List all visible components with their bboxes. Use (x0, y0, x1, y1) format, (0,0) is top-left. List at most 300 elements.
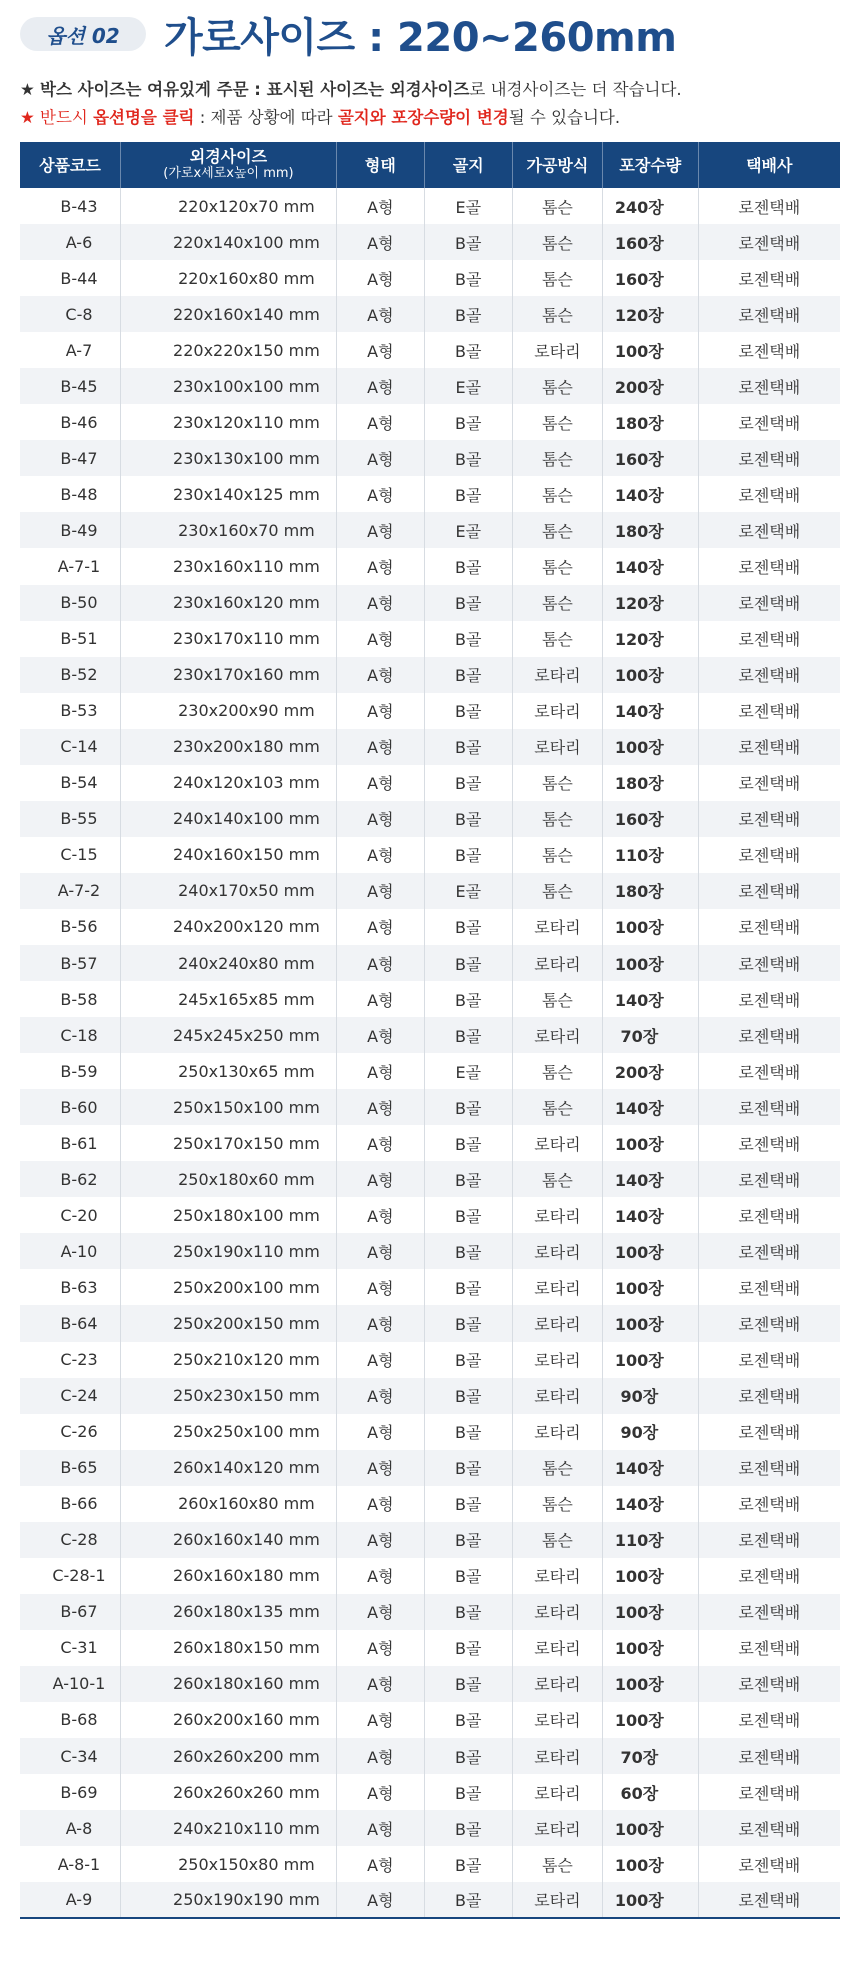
header-process: 가공방식 (512, 142, 602, 188)
cell-process: 톰슨 (512, 873, 602, 909)
cell-product-code: B-48 (20, 476, 120, 512)
cell-product-code: B-67 (20, 1594, 120, 1630)
note-2-part2: 옵션명을 클릭 (93, 108, 195, 127)
cell-product-code: B-46 (20, 404, 120, 440)
table-row[interactable] (20, 188, 840, 224)
note-2-part5: 될 수 있습니다. (508, 108, 621, 127)
cell-product-code: B-62 (20, 1161, 120, 1197)
cell-outer-size: 250x150x100 mm (120, 1089, 336, 1125)
cell-box-type: A형 (336, 1414, 424, 1450)
cell-courier: 로젠택배 (698, 1486, 840, 1522)
cell-product-code: C-8 (20, 296, 120, 332)
cell-courier: 로젠택배 (698, 729, 840, 765)
cell-flute: B골 (424, 1738, 512, 1774)
cell-box-type: A형 (336, 332, 424, 368)
cell-flute: B골 (424, 945, 512, 981)
cell-box-type: A형 (336, 1774, 424, 1810)
cell-courier: 로젠택배 (698, 260, 840, 296)
table-row[interactable] (20, 296, 840, 332)
cell-process: 톰슨 (512, 404, 602, 440)
table-row[interactable] (20, 1017, 840, 1053)
cell-box-type: A형 (336, 621, 424, 657)
cell-product-code: C-20 (20, 1197, 120, 1233)
cell-box-type: A형 (336, 1486, 424, 1522)
cell-courier: 로젠택배 (698, 1846, 840, 1882)
table-body (20, 188, 840, 1918)
cell-outer-size: 260x160x80 mm (120, 1486, 336, 1522)
table-row[interactable] (20, 1738, 840, 1774)
cell-product-code: B-47 (20, 440, 120, 476)
cell-process: 로타리 (512, 1810, 602, 1846)
cell-outer-size: 250x200x150 mm (120, 1305, 336, 1341)
cell-box-type: A형 (336, 296, 424, 332)
table-row[interactable] (20, 1414, 840, 1450)
cell-outer-size: 230x170x160 mm (120, 657, 336, 693)
cell-box-type: A형 (336, 368, 424, 404)
cell-courier: 로젠택배 (698, 1414, 840, 1450)
cell-pack-qty: 120장 (603, 621, 698, 657)
cell-courier: 로젠택배 (698, 1378, 840, 1414)
cell-outer-size: 230x140x125 mm (120, 476, 336, 512)
cell-pack-qty: 100장 (603, 332, 698, 368)
table-row[interactable] (20, 1053, 840, 1089)
cell-box-type: A형 (336, 404, 424, 440)
cell-courier: 로젠택배 (698, 1053, 840, 1089)
table-row[interactable] (20, 1233, 840, 1269)
cell-pack-qty: 200장 (603, 1053, 698, 1089)
header-qty: 포장수량 (603, 142, 698, 188)
cell-courier: 로젠택배 (698, 1305, 840, 1341)
cell-courier: 로젠택배 (698, 693, 840, 729)
cell-flute: B골 (424, 1486, 512, 1522)
cell-outer-size: 230x200x90 mm (120, 693, 336, 729)
cell-pack-qty: 100장 (603, 1305, 698, 1341)
page-title: 가로사이즈 : 220~260mm (164, 14, 677, 61)
cell-outer-size: 260x260x200 mm (120, 1738, 336, 1774)
cell-process: 톰슨 (512, 440, 602, 476)
table-row[interactable] (20, 1305, 840, 1341)
cell-process: 톰슨 (512, 765, 602, 801)
cell-outer-size: 260x180x160 mm (120, 1666, 336, 1702)
cell-product-code: A-10 (20, 1233, 120, 1269)
cell-pack-qty: 100장 (603, 729, 698, 765)
table-row[interactable] (20, 404, 840, 440)
cell-outer-size: 245x245x250 mm (120, 1017, 336, 1053)
cell-flute: B골 (424, 693, 512, 729)
cell-product-code: C-28 (20, 1522, 120, 1558)
table-row[interactable] (20, 621, 840, 657)
cell-box-type: A형 (336, 693, 424, 729)
cell-flute: B골 (424, 1594, 512, 1630)
cell-outer-size: 250x130x65 mm (120, 1053, 336, 1089)
cell-outer-size: 230x130x100 mm (120, 440, 336, 476)
cell-courier: 로젠택배 (698, 981, 840, 1017)
cell-outer-size: 220x140x100 mm (120, 224, 336, 260)
table-row[interactable] (20, 1269, 840, 1305)
cell-flute: B골 (424, 1774, 512, 1810)
cell-courier: 로젠택배 (698, 1450, 840, 1486)
cell-flute: B골 (424, 1342, 512, 1378)
cell-outer-size: 250x190x190 mm (120, 1882, 336, 1918)
header-type: 형태 (336, 142, 424, 188)
cell-courier: 로젠택배 (698, 1774, 840, 1810)
cell-flute: B골 (424, 1089, 512, 1125)
cell-outer-size: 260x160x140 mm (120, 1522, 336, 1558)
cell-process: 로타리 (512, 945, 602, 981)
cell-product-code: C-26 (20, 1414, 120, 1450)
table-row[interactable] (20, 1846, 840, 1882)
cell-outer-size: 260x200x160 mm (120, 1702, 336, 1738)
cell-flute: E골 (424, 873, 512, 909)
table-row[interactable] (20, 945, 840, 981)
cell-process: 로타리 (512, 1233, 602, 1269)
cell-outer-size: 250x200x100 mm (120, 1269, 336, 1305)
cell-process: 톰슨 (512, 512, 602, 548)
note-1-part1: 박스 사이즈는 여유있게 주문 : 표시된 사이즈는 (40, 80, 390, 99)
table-header-row (20, 142, 840, 188)
cell-product-code: C-14 (20, 729, 120, 765)
cell-courier: 로젠택배 (698, 621, 840, 657)
cell-flute: B골 (424, 981, 512, 1017)
cell-product-code: B-63 (20, 1269, 120, 1305)
cell-flute: B골 (424, 1269, 512, 1305)
table-row[interactable] (20, 1882, 840, 1918)
cell-outer-size: 250x180x60 mm (120, 1161, 336, 1197)
cell-flute: B골 (424, 1197, 512, 1233)
cell-box-type: A형 (336, 981, 424, 1017)
table-row[interactable] (20, 1810, 840, 1846)
cell-box-type: A형 (336, 945, 424, 981)
cell-outer-size: 230x160x120 mm (120, 585, 336, 621)
table-row[interactable] (20, 548, 840, 584)
cell-pack-qty: 100장 (603, 1666, 698, 1702)
cell-pack-qty: 100장 (603, 1882, 698, 1918)
cell-courier: 로젠택배 (698, 1017, 840, 1053)
cell-outer-size: 250x250x100 mm (120, 1414, 336, 1450)
cell-pack-qty: 100장 (603, 1846, 698, 1882)
cell-courier: 로젠택배 (698, 1233, 840, 1269)
cell-courier: 로젠택배 (698, 1666, 840, 1702)
cell-product-code: A-8-1 (20, 1846, 120, 1882)
cell-process: 로타리 (512, 1594, 602, 1630)
cell-product-code: A-7-1 (20, 548, 120, 584)
table-row[interactable] (20, 837, 840, 873)
table-row[interactable] (20, 224, 840, 260)
table-row[interactable] (20, 1197, 840, 1233)
cell-box-type: A형 (336, 1630, 424, 1666)
cell-process: 로타리 (512, 1197, 602, 1233)
note-2-part3: : 제품 상황에 따라 (194, 108, 338, 127)
cell-process: 로타리 (512, 1378, 602, 1414)
cell-product-code: B-58 (20, 981, 120, 1017)
star-icon: ★ (20, 80, 35, 99)
cell-flute: B골 (424, 1414, 512, 1450)
cell-courier: 로젠택배 (698, 1342, 840, 1378)
cell-courier: 로젠택배 (698, 1702, 840, 1738)
cell-product-code: B-65 (20, 1450, 120, 1486)
cell-pack-qty: 180장 (603, 765, 698, 801)
cell-process: 로타리 (512, 332, 602, 368)
cell-product-code: A-6 (20, 224, 120, 260)
cell-pack-qty: 160장 (603, 440, 698, 476)
cell-outer-size: 230x200x180 mm (120, 729, 336, 765)
cell-courier: 로젠택배 (698, 296, 840, 332)
cell-courier: 로젠택배 (698, 1089, 840, 1125)
cell-courier: 로젠택배 (698, 1594, 840, 1630)
note-2-part4: 골지와 포장수량이 변경 (337, 108, 509, 127)
cell-outer-size: 230x120x110 mm (120, 404, 336, 440)
cell-process: 톰슨 (512, 548, 602, 584)
table-row[interactable] (20, 873, 840, 909)
cell-process: 톰슨 (512, 224, 602, 260)
option-badge: 옵션 02 (20, 17, 146, 51)
table-row[interactable] (20, 1522, 840, 1558)
cell-product-code: B-45 (20, 368, 120, 404)
table-row[interactable] (20, 1342, 840, 1378)
cell-courier: 로젠택배 (698, 1558, 840, 1594)
table-row[interactable] (20, 1558, 840, 1594)
cell-box-type: A형 (336, 512, 424, 548)
table-row[interactable] (20, 1450, 840, 1486)
cell-box-type: A형 (336, 1089, 424, 1125)
cell-pack-qty: 100장 (603, 1630, 698, 1666)
cell-box-type: A형 (336, 1053, 424, 1089)
table-row[interactable] (20, 981, 840, 1017)
cell-product-code: B-61 (20, 1125, 120, 1161)
cell-outer-size: 245x165x85 mm (120, 981, 336, 1017)
cell-process: 톰슨 (512, 368, 602, 404)
table-row[interactable] (20, 1774, 840, 1810)
cell-product-code: B-68 (20, 1702, 120, 1738)
cell-courier: 로젠택배 (698, 1197, 840, 1233)
cell-pack-qty: 160장 (603, 801, 698, 837)
cell-outer-size: 220x160x140 mm (120, 296, 336, 332)
table-row[interactable] (20, 693, 840, 729)
cell-courier: 로젠택배 (698, 1522, 840, 1558)
cell-pack-qty: 100장 (603, 909, 698, 945)
cell-flute: B골 (424, 404, 512, 440)
cell-process: 로타리 (512, 1342, 602, 1378)
cell-flute: B골 (424, 1882, 512, 1918)
header-courier: 택배사 (698, 142, 840, 188)
cell-flute: B골 (424, 1125, 512, 1161)
cell-product-code: B-52 (20, 657, 120, 693)
cell-outer-size: 240x240x80 mm (120, 945, 336, 981)
table-row[interactable] (20, 476, 840, 512)
cell-courier: 로젠택배 (698, 1810, 840, 1846)
table-row[interactable] (20, 1125, 840, 1161)
table-row[interactable] (20, 1486, 840, 1522)
cell-box-type: A형 (336, 1846, 424, 1882)
cell-product-code: A-7-2 (20, 873, 120, 909)
cell-flute: B골 (424, 1558, 512, 1594)
cell-product-code: C-15 (20, 837, 120, 873)
cell-process: 톰슨 (512, 1161, 602, 1197)
cell-flute: B골 (424, 1017, 512, 1053)
cell-box-type: A형 (336, 837, 424, 873)
cell-courier: 로젠택배 (698, 657, 840, 693)
cell-process: 톰슨 (512, 1089, 602, 1125)
cell-box-type: A형 (336, 1666, 424, 1702)
table-row[interactable] (20, 368, 840, 404)
table-row[interactable] (20, 440, 840, 476)
cell-pack-qty: 110장 (603, 1522, 698, 1558)
cell-pack-qty: 70장 (603, 1017, 698, 1053)
cell-pack-qty: 100장 (603, 657, 698, 693)
table-row[interactable] (20, 801, 840, 837)
cell-outer-size: 240x210x110 mm (120, 1810, 336, 1846)
cell-courier: 로젠택배 (698, 1882, 840, 1918)
cell-outer-size: 240x140x100 mm (120, 801, 336, 837)
cell-outer-size: 240x200x120 mm (120, 909, 336, 945)
cell-flute: E골 (424, 188, 512, 224)
cell-flute: B골 (424, 1846, 512, 1882)
cell-process: 톰슨 (512, 621, 602, 657)
cell-process: 로타리 (512, 909, 602, 945)
cell-pack-qty: 90장 (603, 1414, 698, 1450)
cell-product-code: C-18 (20, 1017, 120, 1053)
cell-pack-qty: 100장 (603, 1125, 698, 1161)
note-1-part3: 로 내경사이즈는 더 작습니다. (469, 80, 682, 99)
cell-process: 톰슨 (512, 801, 602, 837)
cell-box-type: A형 (336, 729, 424, 765)
cell-flute: B골 (424, 1233, 512, 1269)
cell-pack-qty: 100장 (603, 945, 698, 981)
cell-flute: E골 (424, 1053, 512, 1089)
cell-flute: B골 (424, 909, 512, 945)
table-row[interactable] (20, 729, 840, 765)
cell-product-code: A-7 (20, 332, 120, 368)
cell-product-code: B-51 (20, 621, 120, 657)
cell-outer-size: 230x160x110 mm (120, 548, 336, 584)
cell-process: 톰슨 (512, 1450, 602, 1486)
cell-process: 톰슨 (512, 260, 602, 296)
cell-pack-qty: 240장 (603, 188, 698, 224)
cell-product-code: B-57 (20, 945, 120, 981)
cell-box-type: A형 (336, 1882, 424, 1918)
cell-pack-qty: 160장 (603, 260, 698, 296)
table-row[interactable] (20, 765, 840, 801)
cell-process: 로타리 (512, 693, 602, 729)
cell-courier: 로젠택배 (698, 1738, 840, 1774)
cell-process: 톰슨 (512, 1486, 602, 1522)
cell-courier: 로젠택배 (698, 476, 840, 512)
table-row[interactable] (20, 585, 840, 621)
cell-product-code: B-53 (20, 693, 120, 729)
cell-pack-qty: 160장 (603, 224, 698, 260)
note-1-part2: 외경사이즈 (389, 80, 470, 99)
table-row[interactable] (20, 332, 840, 368)
table-row[interactable] (20, 909, 840, 945)
table-row[interactable] (20, 1702, 840, 1738)
star-icon: ★ (20, 108, 35, 127)
cell-pack-qty: 60장 (603, 1774, 698, 1810)
cell-process: 로타리 (512, 1017, 602, 1053)
cell-courier: 로젠택배 (698, 945, 840, 981)
cell-courier: 로젠택배 (698, 188, 840, 224)
cell-outer-size: 220x120x70 mm (120, 188, 336, 224)
cell-process: 톰슨 (512, 1053, 602, 1089)
cell-pack-qty: 140장 (603, 981, 698, 1017)
header-flute: 골지 (424, 142, 512, 188)
table-row[interactable] (20, 1666, 840, 1702)
cell-flute: B골 (424, 476, 512, 512)
table-row[interactable] (20, 512, 840, 548)
cell-flute: B골 (424, 296, 512, 332)
cell-box-type: A형 (336, 1197, 424, 1233)
cell-process: 로타리 (512, 1414, 602, 1450)
cell-courier: 로젠택배 (698, 332, 840, 368)
cell-flute: B골 (424, 1522, 512, 1558)
cell-flute: B골 (424, 224, 512, 260)
cell-product-code: A-8 (20, 1810, 120, 1846)
cell-product-code: B-50 (20, 585, 120, 621)
table-row[interactable] (20, 1089, 840, 1125)
cell-process: 톰슨 (512, 1522, 602, 1558)
cell-product-code: A-9 (20, 1882, 120, 1918)
table-row[interactable] (20, 1630, 840, 1666)
cell-process: 로타리 (512, 657, 602, 693)
cell-courier: 로젠택배 (698, 1269, 840, 1305)
table-row[interactable] (20, 1594, 840, 1630)
cell-process: 로타리 (512, 1305, 602, 1341)
table-row[interactable] (20, 1161, 840, 1197)
cell-process: 톰슨 (512, 188, 602, 224)
cell-pack-qty: 180장 (603, 873, 698, 909)
cell-courier: 로젠택배 (698, 873, 840, 909)
table-row[interactable] (20, 657, 840, 693)
cell-courier: 로젠택배 (698, 368, 840, 404)
cell-flute: B골 (424, 1378, 512, 1414)
cell-outer-size: 260x160x180 mm (120, 1558, 336, 1594)
table-row[interactable] (20, 1378, 840, 1414)
cell-box-type: A형 (336, 1269, 424, 1305)
cell-flute: B골 (424, 837, 512, 873)
cell-pack-qty: 100장 (603, 1702, 698, 1738)
cell-process: 톰슨 (512, 585, 602, 621)
cell-box-type: A형 (336, 1305, 424, 1341)
notes (20, 76, 840, 132)
cell-flute: B골 (424, 1305, 512, 1341)
note-line-1 (20, 76, 840, 104)
cell-product-code: C-28-1 (20, 1558, 120, 1594)
cell-pack-qty: 110장 (603, 837, 698, 873)
cell-process: 로타리 (512, 1738, 602, 1774)
cell-courier: 로젠택배 (698, 585, 840, 621)
cell-pack-qty: 90장 (603, 1378, 698, 1414)
cell-pack-qty: 140장 (603, 1161, 698, 1197)
cell-process: 로타리 (512, 1702, 602, 1738)
cell-product-code: B-60 (20, 1089, 120, 1125)
cell-box-type: A형 (336, 1738, 424, 1774)
cell-pack-qty: 100장 (603, 1594, 698, 1630)
cell-outer-size: 250x180x100 mm (120, 1197, 336, 1233)
box-size-table (20, 142, 840, 1919)
cell-box-type: A형 (336, 1233, 424, 1269)
cell-process: 로타리 (512, 1630, 602, 1666)
cell-product-code: A-10-1 (20, 1666, 120, 1702)
cell-product-code: B-54 (20, 765, 120, 801)
cell-box-type: A형 (336, 657, 424, 693)
cell-pack-qty: 140장 (603, 1197, 698, 1233)
cell-pack-qty: 140장 (603, 1450, 698, 1486)
cell-courier: 로젠택배 (698, 224, 840, 260)
cell-outer-size: 260x140x120 mm (120, 1450, 336, 1486)
cell-box-type: A형 (336, 1702, 424, 1738)
table-row[interactable] (20, 260, 840, 296)
cell-flute: E골 (424, 512, 512, 548)
cell-process: 톰슨 (512, 981, 602, 1017)
